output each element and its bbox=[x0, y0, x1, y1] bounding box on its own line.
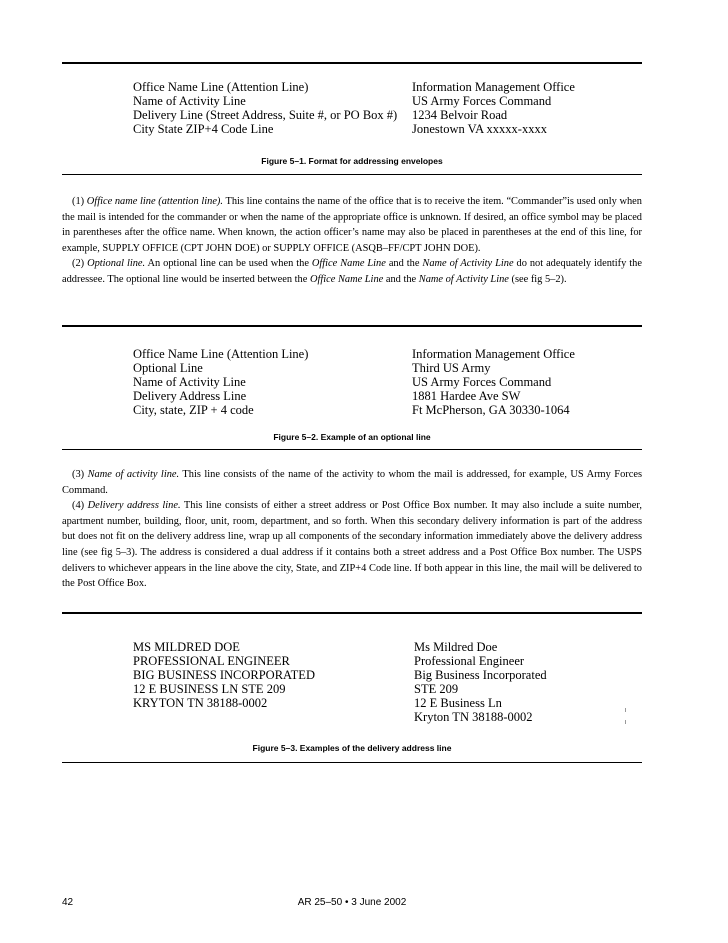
figure-1-left-column bbox=[133, 80, 397, 136]
paragraph-text: This line consists of either a street address or Post Office Box number. It may also include a suite number, apartment number, building, floor, unit, room, department, and so forth. When this secondary delivery information is part of the address but does not fit on the delivery address line, wrap up all components of the secondary information immediately above the delivery address line (see fig 5–3). The address is considered a dual address if it contains both a street address and a Post Office Box number. The USPS delivers to whichever appears in the line above the city, State, and ZIP+4 Code line. If both appear in this line, the mail will be delivered to the Post Office Box. bbox=[62, 500, 642, 590]
figure-2-left-column bbox=[133, 347, 308, 417]
figure-1-right-line: Information Management Office bbox=[412, 80, 575, 94]
paragraph-text: and the bbox=[385, 258, 423, 270]
figure-3-left-line: KRYTON TN 38188-0002 bbox=[133, 696, 268, 710]
paragraph-text: This line contains the name of the office that is to receive the item. “Commander”is used only when the mail is intended for the commander or when the name of the appropriate office is unknown. If desired, an office symbol may be placed in parentheses after the office name. When known, the action officer’s name may also be placed in parentheses at the end of this line, for example, SUPPLY OFFICE (CPT JOHN DOE) or SUPPLY OFFICE (ASQB–FF/CPT JOHN DOE). bbox=[62, 196, 642, 254]
figure-3-left-line: MS MILDRED DOE bbox=[133, 640, 240, 654]
figure-1-top-rule bbox=[62, 62, 642, 64]
paragraph-italic: Name of Activity Line bbox=[418, 273, 509, 285]
paragraph-italic: Name of Activity Line bbox=[422, 258, 514, 270]
paragraph-italic: Office Name Line bbox=[311, 258, 386, 270]
paragraph-title: Delivery address line. bbox=[87, 500, 181, 512]
figure-3-right-column bbox=[414, 640, 547, 724]
figure-3-caption: Figure 5–3. Examples of the delivery address line bbox=[252, 743, 452, 753]
figure-2-left-line: Name of Activity Line bbox=[133, 375, 246, 389]
figure-2-caption: Figure 5–2. Example of an optional line bbox=[273, 432, 431, 442]
paragraph-text: This line consists of the name of the activity to whom the mail is addressed, for example, US Army Forces Command. bbox=[62, 469, 643, 496]
figure-1-left-line: City State ZIP+4 Code Line bbox=[133, 122, 274, 136]
figure-1-bottom-rule bbox=[62, 174, 642, 175]
figure-1-left-line: Name of Activity Line bbox=[133, 94, 246, 108]
figure-1-right-line: Jonestown VA xxxxx-xxxx bbox=[412, 122, 547, 136]
paragraph-number: (3) bbox=[72, 469, 85, 480]
paragraph-number: (1) bbox=[72, 196, 85, 207]
figure-2-bottom-rule bbox=[62, 449, 642, 450]
body-text-block-1 bbox=[62, 194, 642, 288]
figure-3-right-line: Professional Engineer bbox=[414, 654, 525, 668]
scan-mark bbox=[625, 708, 626, 712]
figure-1-left-line: Office Name Line (Attention Line) bbox=[133, 80, 309, 94]
figure-1-left-line: Delivery Line (Street Address, Suite #, or PO Box #) bbox=[133, 108, 398, 122]
figure-2-right-line: Ft McPherson, GA 30330-1064 bbox=[412, 403, 570, 417]
paragraph-italic: Office Name Line bbox=[309, 273, 384, 285]
paragraph-4 bbox=[62, 498, 642, 592]
paragraph-number: (2) bbox=[72, 258, 85, 270]
figure-2-right-column bbox=[412, 347, 575, 417]
figure-3-right-line: Kryton TN 38188-0002 bbox=[414, 710, 533, 724]
figure-2-left-line: Office Name Line (Attention Line) bbox=[133, 347, 309, 361]
paragraph-2 bbox=[62, 256, 642, 287]
figure-2-right-line: Information Management Office bbox=[412, 347, 575, 361]
footer-document-id: AR 25–50 • 3 June 2002 bbox=[297, 897, 407, 908]
figure-1-right-line: US Army Forces Command bbox=[412, 94, 552, 108]
page-number: 42 bbox=[62, 897, 74, 908]
paragraph-title: Name of activity line. bbox=[87, 469, 180, 480]
scan-mark bbox=[625, 720, 626, 724]
figure-3-top-rule bbox=[62, 612, 642, 614]
figure-2-left-line: City, state, ZIP + 4 code bbox=[133, 403, 254, 417]
figure-3-left-column bbox=[133, 640, 315, 710]
figure-2-top-rule bbox=[62, 325, 642, 327]
paragraph-1 bbox=[62, 194, 642, 256]
figure-3-left-line: 12 E BUSINESS LN STE 209 bbox=[133, 682, 286, 696]
body-text-block-2 bbox=[62, 467, 642, 592]
paragraph-3 bbox=[62, 467, 642, 498]
figure-3-left-line: PROFESSIONAL ENGINEER bbox=[133, 654, 290, 668]
paragraph-text: do not adequately identify the addressee. The optional line would be inserted between the bbox=[62, 258, 642, 285]
figure-3-right-line: STE 209 bbox=[414, 682, 459, 696]
paragraph-number: (4) bbox=[72, 500, 85, 512]
figure-2-right-line: 1881 Hardee Ave SW bbox=[412, 389, 521, 403]
figure-1-right-line: 1234 Belvoir Road bbox=[412, 108, 508, 122]
figure-1-caption: Figure 5–1. Format for addressing envelopes bbox=[261, 156, 443, 166]
figure-2-right-line: US Army Forces Command bbox=[412, 375, 552, 389]
figure-2-left-line: Optional Line bbox=[133, 361, 203, 375]
paragraph-title: Office name line (attention line). bbox=[86, 196, 223, 207]
figure-3-right-line: Ms Mildred Doe bbox=[414, 640, 498, 654]
figure-2-right-line: Third US Army bbox=[412, 361, 491, 375]
paragraph-text: (see fig 5–2). bbox=[508, 273, 567, 285]
figure-3-left-line: BIG BUSINESS INCORPORATED bbox=[133, 668, 315, 682]
figure-2-left-line: Delivery Address Line bbox=[133, 389, 247, 403]
figure-1-right-column bbox=[412, 80, 575, 136]
figure-3-right-line: 12 E Business Ln bbox=[414, 696, 502, 710]
paragraph-text: and the bbox=[383, 273, 419, 285]
paragraph-title: Optional line. bbox=[87, 258, 146, 270]
figure-3-right-line: Big Business Incorporated bbox=[414, 668, 547, 682]
figure-3-bottom-rule bbox=[62, 762, 642, 763]
paragraph-text: An optional line can be used when the bbox=[145, 258, 312, 270]
